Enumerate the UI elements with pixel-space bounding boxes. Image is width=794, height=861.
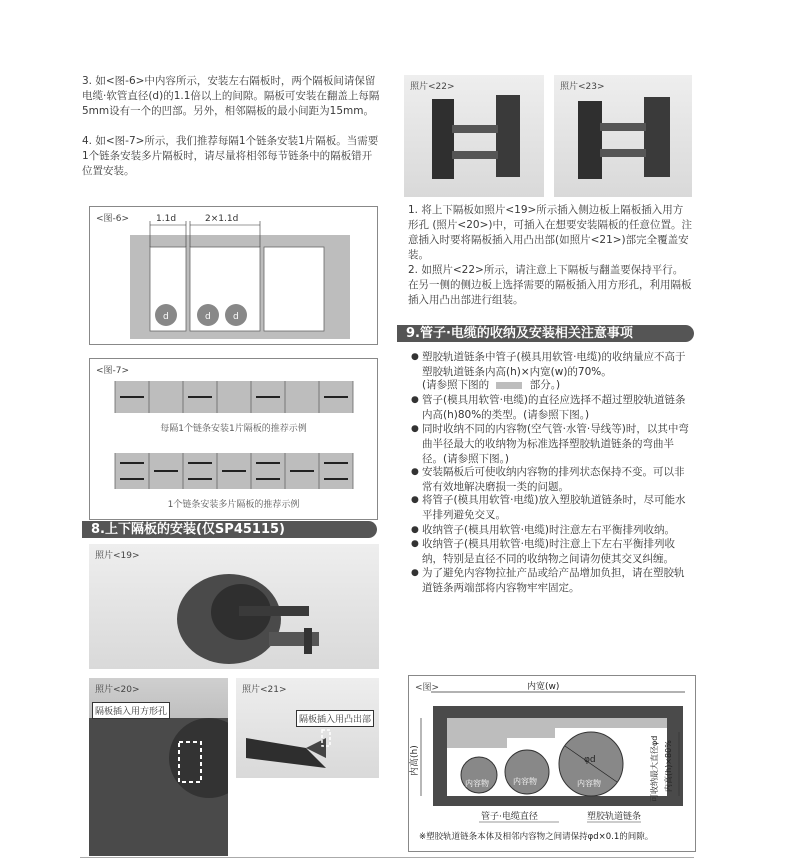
- figure-7-label: <图-7>: [96, 366, 130, 376]
- content-label: 内容物: [465, 779, 489, 788]
- figure-7: [89, 358, 378, 520]
- bullet-item: ● 安装隔板后可使收纳内容物的排列状态保持不变。可以非常有效地解决磨损一类的问题。: [422, 465, 690, 495]
- figure-note: ※塑胶轨道链条本体及相邻内容物之间请保持φd×0.1的间隙。: [419, 832, 654, 842]
- bullet-item: ● 为了避免内容物拉扯产品或给产品增加负担，请在塑胶轨道链条两端部将内容物牢牢固定。: [422, 566, 690, 596]
- fig6-circle-label: d: [233, 312, 239, 322]
- bullet-item: ● 将管子(模具用软管·电缆)放入塑胶轨道链条时，尽可能水平排列避免交叉。: [422, 493, 690, 523]
- fig6-circle-label: d: [163, 312, 169, 322]
- photo-23-label: 照片<23>: [560, 82, 605, 92]
- photo-20: [89, 678, 228, 856]
- photo-22: [404, 75, 544, 197]
- height-80-label: 内高(h)×80%: [664, 740, 673, 792]
- content-label: 内容物: [577, 779, 601, 788]
- figure-7-caption-2: 1个链条安装多片隔板的推荐示例: [167, 500, 300, 510]
- photo-19-label: 照片<19>: [95, 551, 140, 561]
- photo-22-label: 照片<22>: [410, 82, 455, 92]
- photo-20-callout: 隔板插入用方形孔: [92, 702, 170, 719]
- item-4-text: 4. 如<图-7>所示，我们推荐每隔1个链条安装1片隔板。当需要1个链条安装多片隔板时，请尽量将相邻每节链条中的隔板错开位置安装。: [82, 135, 379, 177]
- pipe-diameter-label: 管子·电缆直径: [481, 812, 538, 822]
- storage-figure: [408, 675, 696, 852]
- chain-link-image: [89, 544, 379, 669]
- bullet-2-after: 部分。): [529, 379, 561, 391]
- bullet-item-note: [422, 378, 560, 393]
- bullet-item: ● 塑胶轨道链条中管子(模具用软管·电缆)的收纳量应不高于塑胶轨道链条内高(h)×内宽(w)的70%。: [422, 350, 690, 380]
- content-label: 内容物: [513, 777, 537, 786]
- photo-19: [89, 544, 379, 669]
- gray-swatch: [496, 382, 522, 389]
- figure-7-caption-1: 每隔1个链条安装1片隔板的推荐示例: [160, 424, 307, 434]
- figure-6-label: <图-6>: [96, 214, 130, 224]
- bottom-rule: [80, 857, 694, 858]
- item-3-text: 3. 如<图-6>中内容所示，安装左右隔板时，两个隔板间请保留电缆·软管直径(d)的1.1倍以上的间隙。隔板可安装在翻盖上每隔5mm设有一个的凹部。另外，相邻隔板的最小间距为15mm。: [82, 75, 380, 117]
- bullet-item: ● 管子(模具用软管·电缆)的直径应选择不超过塑胶轨道链条内高(h)80%的类型。(请参照下图。): [422, 393, 690, 423]
- storage-figure-label: <图>: [415, 683, 440, 693]
- fig6-dim1: 1.1d: [156, 214, 177, 224]
- photo-23: [554, 75, 692, 197]
- height-label: 内高(h): [410, 745, 420, 776]
- bullet-item: ● 收纳管子(模具用软管·电缆)时注意上下左右平衡排列收纳，特别是直径不同的收纳物之间请勿使其交叉纠缠。: [422, 537, 690, 567]
- fig6-dim2: 2×1.1d: [205, 214, 239, 224]
- figure-7-diagram: [90, 359, 377, 519]
- bullet-item: ● 收纳管子(模具用软管·电缆)时注意左右平衡排列收纳。: [422, 523, 690, 538]
- right-item-1-text: 1. 将上下隔板如照片<19>所示插入侧边板上隔板插入用方形孔 (照片<20>)中，可插入在想要安装隔板的任意位置。注意插入时要将隔板插入用凸出部(如照片<21>)部完全覆盖安装。: [408, 204, 692, 261]
- section-8-title: 8.上下隔板的安装(仅SP45115): [82, 521, 377, 538]
- bullet-2-before: (请参照下图的: [422, 379, 490, 391]
- separator-image: [236, 678, 379, 778]
- figure-6: [89, 206, 378, 345]
- photo-21: [236, 678, 379, 778]
- chain-assembly-image-2: [554, 75, 692, 197]
- section-9-title: 9.管子·电缆的收纳及安装相关注意事项: [397, 325, 694, 342]
- width-label: 内宽(w): [527, 682, 560, 692]
- fig6-circle-label: d: [205, 312, 211, 322]
- phi-d-label: φd: [584, 755, 596, 765]
- chain-assembly-image-1: [404, 75, 544, 197]
- photo-20-label: 照片<20>: [95, 685, 140, 695]
- figure-6-diagram: [90, 207, 377, 344]
- photo-21-callout: 隔板插入用凸出部: [296, 710, 374, 727]
- bullet-item: ● 同时收纳不同的内容物(空气管·水管·导线等)时，以其中弯曲半径最大的收纳物为标准选择塑胶轨道链条的弯曲半径。(请参照下图。): [422, 422, 690, 467]
- storage-diagram: [409, 676, 695, 851]
- right-item-2-text: 2. 如照片<22>所示，请注意上下隔板与翻盖要保持平行。在另一侧的侧边板上选择需要的隔板插入用方形孔，利用隔板插入用凸出部进行组装。: [408, 264, 692, 306]
- photo-21-label: 照片<21>: [242, 685, 287, 695]
- chain-label: 塑胶轨道链条: [587, 812, 642, 822]
- max-diameter-label: 可收纳最大直径φd: [650, 735, 659, 802]
